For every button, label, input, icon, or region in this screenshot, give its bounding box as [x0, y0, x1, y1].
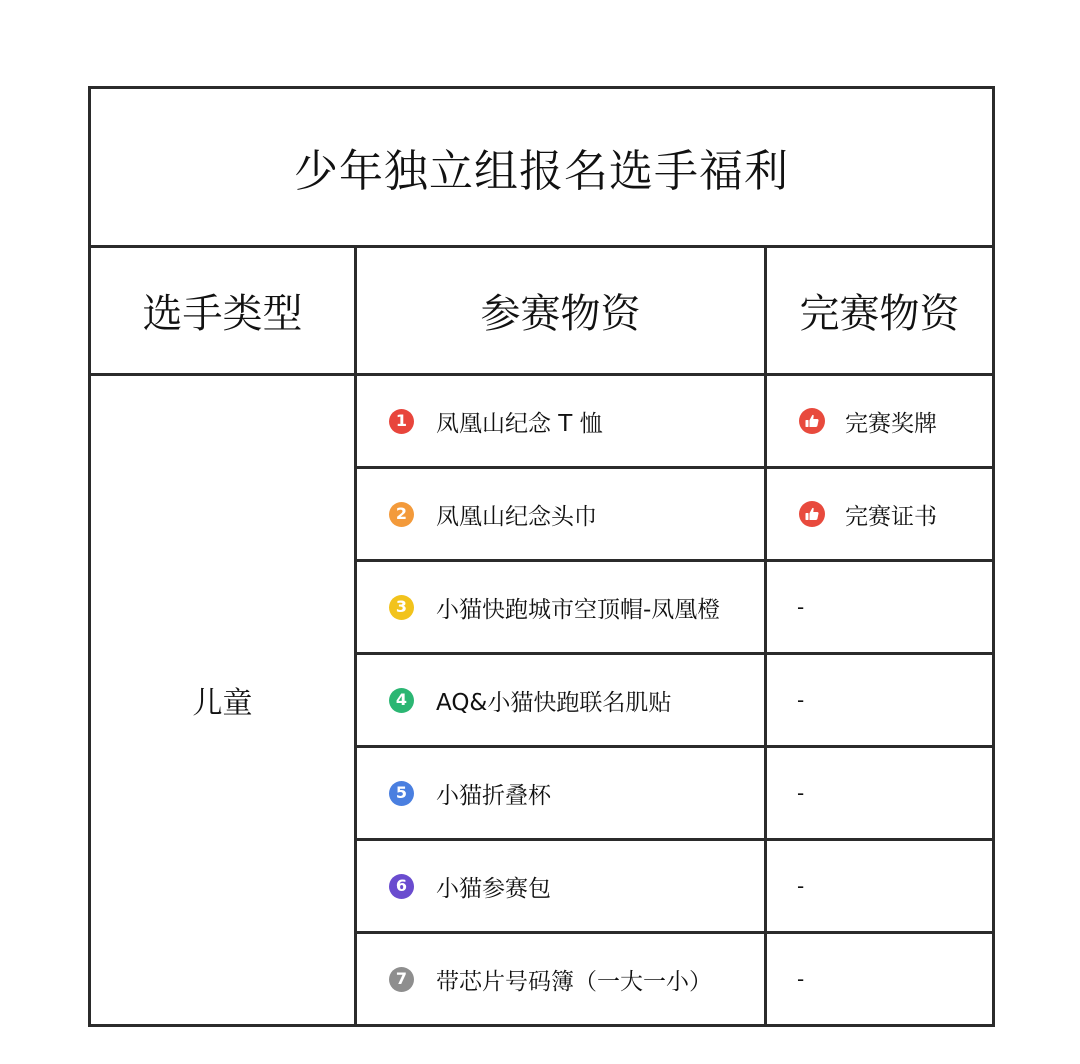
number-badge-icon: 1	[389, 409, 414, 434]
empty-dash: -	[797, 595, 805, 619]
entry-supply-label: 带芯片号码簿（一大一小）	[436, 968, 712, 995]
finish-supply-cell	[766, 561, 994, 654]
number-badge-icon: 3	[389, 595, 414, 620]
benefits-table-wrapper	[88, 86, 992, 1032]
table-title: 少年独立组报名选手福利	[90, 88, 994, 247]
header-row	[90, 247, 994, 375]
title-row	[90, 88, 994, 247]
finish-supply-cell	[766, 747, 994, 840]
finish-supply-label: 完赛证书	[845, 503, 937, 530]
number-badge-icon: 5	[389, 781, 414, 806]
benefits-table	[88, 86, 995, 1027]
table-body	[90, 375, 994, 1026]
number-badge-icon: 4	[389, 688, 414, 713]
finish-supply-cell	[766, 468, 994, 561]
header-finish-supplies: 完赛物资	[766, 247, 994, 375]
entry-supply-cell	[356, 561, 766, 654]
empty-dash: -	[797, 967, 805, 991]
thumbs-up-icon	[799, 408, 825, 434]
empty-dash: -	[797, 874, 805, 898]
player-type-cell: 儿童	[90, 375, 356, 1026]
entry-supply-cell	[356, 375, 766, 468]
number-badge-icon: 2	[389, 502, 414, 527]
finish-supply-cell	[766, 654, 994, 747]
thumbs-up-icon	[799, 501, 825, 527]
empty-dash: -	[797, 781, 805, 805]
entry-supply-label: 小猫折叠杯	[436, 782, 551, 809]
number-badge-icon: 7	[389, 967, 414, 992]
entry-supply-label: AQ&小猫快跑联名肌贴	[436, 689, 672, 716]
table-row	[90, 375, 994, 468]
number-badge-icon: 6	[389, 874, 414, 899]
empty-dash: -	[797, 688, 805, 712]
finish-supply-cell	[766, 933, 994, 1026]
entry-supply-cell	[356, 747, 766, 840]
entry-supply-label: 小猫快跑城市空顶帽-凤凰橙	[436, 596, 721, 623]
entry-supply-label: 小猫参赛包	[436, 875, 551, 902]
header-entry-supplies: 参赛物资	[356, 247, 766, 375]
entry-supply-label: 凤凰山纪念 T 恤	[436, 410, 603, 437]
header-player-type: 选手类型	[90, 247, 356, 375]
finish-supply-cell	[766, 375, 994, 468]
finish-supply-cell	[766, 840, 994, 933]
entry-supply-cell	[356, 933, 766, 1026]
entry-supply-cell	[356, 840, 766, 933]
entry-supply-cell	[356, 468, 766, 561]
finish-supply-label: 完赛奖牌	[845, 410, 937, 437]
entry-supply-cell	[356, 654, 766, 747]
entry-supply-label: 凤凰山纪念头巾	[436, 503, 597, 530]
